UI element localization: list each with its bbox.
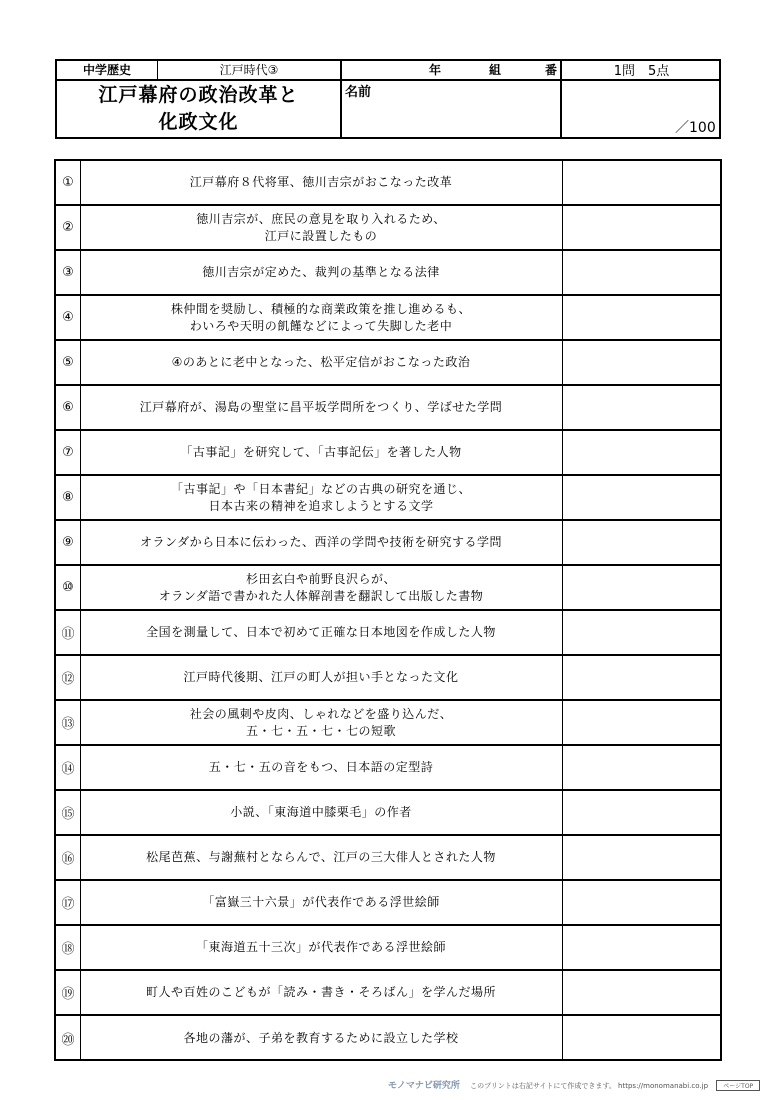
question-number: ⑨ [62,535,74,550]
page-title [57,81,340,137]
answer-box[interactable] [562,926,720,969]
question-row [56,701,720,746]
question-number: ⑫ [61,672,75,687]
answer-box[interactable] [562,521,720,564]
question-row [56,251,720,296]
question-number: ⑥ [62,400,74,415]
footer-brand: モノマナビ研究所 [388,1081,460,1091]
question-number: ⑤ [62,355,74,370]
question-row [56,926,720,971]
question-row [56,971,720,1016]
answer-box[interactable] [562,971,720,1014]
answer-box[interactable] [562,836,720,879]
answer-box[interactable] [562,656,720,699]
question-number: ⑲ [61,987,75,1002]
title-line-2: 化政文化 [158,111,239,133]
name-field-label: 名前 [345,85,372,100]
question-number: ⑪ [61,627,75,642]
question-text: 松尾芭蕉、与謝蕪村とならんで、江戸の三大俳人とされた人物 [146,850,496,864]
answer-box[interactable] [562,251,720,294]
question-number: ⑱ [61,942,75,957]
class-label: 組 [488,62,501,77]
question-row [56,296,720,341]
score-total: ／100 [675,120,716,136]
answer-box[interactable] [562,341,720,384]
question-row [56,1016,720,1061]
question-row [56,836,720,881]
question-row [56,386,720,431]
question-text: オランダから日本に伝わった、西洋の学問や技術を研究する学問 [140,535,502,549]
number-label: 番 [544,62,557,77]
footer-page-top-link[interactable]: ページTOP [716,1080,760,1091]
answer-box[interactable] [562,611,720,654]
question-number: ⑩ [62,580,74,595]
answer-box[interactable] [562,1016,720,1061]
question-row [56,791,720,836]
points-label: 1問 5点 [613,63,670,79]
question-number: ② [62,220,74,235]
question-row [56,341,720,386]
answer-box[interactable] [562,386,720,429]
question-number: ⑭ [61,762,75,777]
question-row [56,431,720,476]
question-number: ④ [62,310,74,325]
question-text: 江戸時代後期、江戸の町人が担い手となった文化 [183,670,459,684]
question-row [56,476,720,521]
question-number: ① [62,175,74,190]
question-number: ⑳ [61,1033,75,1048]
title-line-1: 江戸幕府の政治改革と [98,84,299,106]
question-text: 「古事記」を研究して、「古事記伝」を著した人物 [180,445,462,459]
answer-box[interactable] [562,296,720,339]
question-text: 町人や百姓のこどもが「読み・書き・そろばん」を学んだ場所 [145,985,496,999]
question-text: 「富嶽三十六景」が代表作である浮世絵師 [202,895,440,909]
question-row [56,521,720,566]
answer-box[interactable] [562,701,720,744]
question-number: ③ [62,265,74,280]
question-text: 小説、「東海道中膝栗毛」の作者 [230,805,412,819]
question-row [56,206,720,251]
question-text: 五・七・五の音をもつ、日本語の定型詩 [208,760,434,774]
question-text: 江戸幕府８代将軍、徳川吉宗がおこなった改革 [189,175,453,189]
question-number: ⑰ [61,897,75,912]
footer [388,1078,760,1091]
question-number: ⑧ [62,490,74,505]
question-row [56,566,720,611]
footer-text: このプリントは右記サイトにて作成できます。 https://monomanabi.co.jp [470,1082,709,1090]
answer-box[interactable] [562,206,720,249]
answer-box[interactable] [562,791,720,834]
question-text: 株仲間を奨励し、積極的な商業政策を推し進めるも、 わいろや天明の飢饉などによって失脚した老中 [170,301,471,333]
question-number: ⑮ [61,807,75,822]
question-text: ④のあとに老中となった、松平定信がおこなった政治 [171,355,471,369]
question-text: 全国を測量して、日本で初めて正確な日本地図を作成した人物 [146,625,496,639]
question-text: 杉田玄白や前野良沢らが、 オランダ語で書かれた人体解剖書を翻訳して出版した書物 [158,571,484,603]
question-number: ⑬ [61,717,75,732]
answer-box[interactable] [562,746,720,789]
question-text: 社会の風刺や皮肉、しゃれなどを盛り込んだ、 五・七・五・七・七の短歌 [189,706,453,738]
question-number: ⑯ [61,852,75,867]
question-row [56,611,720,656]
year-label: 年 [428,62,441,77]
question-text: 江戸幕府が、湯島の聖堂に昌平坂学問所をつくり、学ばせた学問 [139,400,503,414]
question-number: ⑦ [62,445,74,460]
unit-label: 江戸時代③ [219,62,279,77]
question-text: 徳川吉宗が定めた、裁判の基準となる法律 [202,265,440,279]
question-row [56,746,720,791]
question-row [56,161,720,206]
question-row [56,881,720,926]
answer-box[interactable] [562,161,720,204]
question-text: 「古事記」や「日本書紀」などの古典の研究を通じ、 日本古来の精神を追求しようとする文学 [170,481,471,513]
answer-box[interactable] [562,431,720,474]
question-text: 「東海道五十三次」が代表作である浮世絵師 [195,940,446,954]
question-table [54,159,722,1061]
question-row [56,656,720,701]
question-text: 徳川吉宗が、庶民の意見を取り入れるため、 江戸に設置したもの [196,211,446,243]
question-text: 各地の藩が、子弟を教育するために設立した学校 [183,1031,459,1045]
answer-box[interactable] [562,476,720,519]
answer-box[interactable] [562,566,720,609]
subject-label: 中学歴史 [82,62,131,77]
answer-box[interactable] [562,881,720,924]
